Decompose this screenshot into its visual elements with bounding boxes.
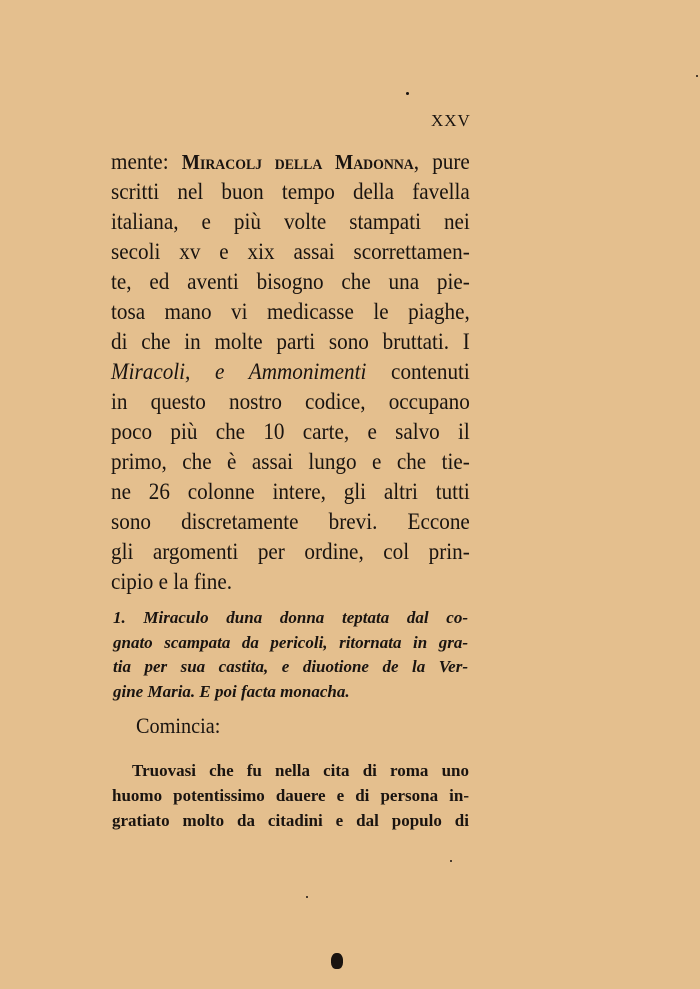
- text-line: gli argomenti per ordine, col prin-: [111, 539, 470, 564]
- incipit-line: huomo potentissimo dauere e di persona in-: [112, 786, 469, 805]
- incipit-line: gratiato molto da citadini e dal populo di: [112, 811, 469, 830]
- text-line: primo, che è assai lungo e che tie-: [111, 449, 470, 474]
- ink-speck: [306, 896, 308, 898]
- item-line: gnato scampata da pericoli, ritornata in gra-: [113, 632, 468, 652]
- ink-blot: [331, 953, 343, 969]
- text-line: di che in molte parti sono bruttati. I: [111, 329, 470, 354]
- italic-title: Miracoli, e Ammonimenti: [111, 359, 367, 384]
- text-line: te, ed aventi bisogno che una pie-: [111, 269, 470, 294]
- text-line: Miracoli, e Ammonimenti contenuti: [111, 359, 470, 384]
- incipit-text: [112, 758, 469, 833]
- item-line: gine Maria. E poi facta monacha.: [113, 681, 350, 701]
- text-line: scritti nel buon tempo della favella: [111, 179, 470, 204]
- text-line: italiana, e più volte stampati nei: [111, 209, 470, 234]
- ink-speck: [450, 860, 452, 862]
- text-line: in questo nostro codice, occupano: [111, 389, 470, 414]
- ink-speck: [406, 92, 409, 95]
- text-line: secoli xv e xix assai scorrettamen-: [111, 239, 470, 264]
- text-line: ne 26 colonne intere, gli altri tutti: [111, 479, 470, 504]
- text-line: mente: Miracolj della Madonna, pure: [111, 149, 470, 174]
- main-paragraph: [111, 147, 470, 597]
- text-line: sono discretamente brevi. Eccone: [111, 509, 470, 534]
- incipit-line: Truovasi che fu nella cita di roma uno: [132, 761, 469, 780]
- text-line: tosa mano vi medicasse le piaghe,: [111, 299, 470, 324]
- text-line: cipio e la fine.: [111, 569, 233, 594]
- page-number: XXV: [431, 111, 471, 130]
- text-line: poco più che 10 carte, e salvo il: [111, 419, 470, 444]
- ink-speck: [696, 75, 698, 77]
- title-smallcaps: Miracolj della Madonna: [181, 150, 414, 174]
- comincia-label: Comincia:: [136, 713, 221, 738]
- item-line: 1. Miraculo duna donna teptata dal co-: [113, 608, 468, 627]
- item-line: tia per sua castita, e diuotione de la Ver-: [113, 657, 468, 676]
- item-heading-1: [113, 606, 468, 704]
